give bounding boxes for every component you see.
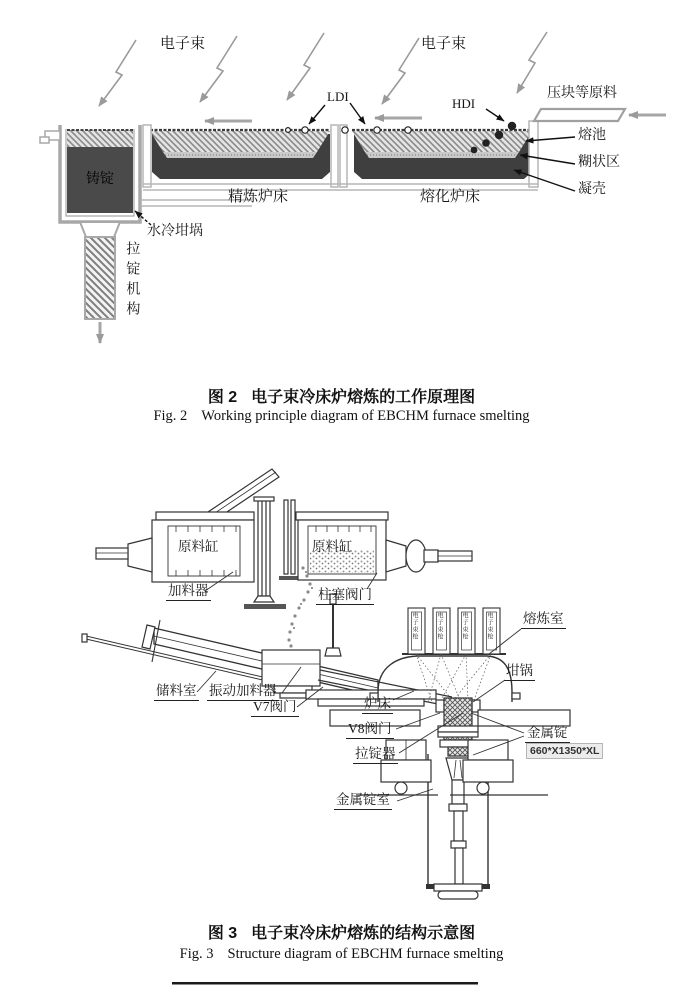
fig3-caption-zh <box>0 920 683 943</box>
fig2-label-electron-beam-left: 电子束 <box>160 36 206 52</box>
fig3-label-hearth: 炉床 <box>362 697 393 714</box>
fig2-label-hdi: HDI <box>452 96 476 111</box>
fig3-label-metal-ingot: 金属锭 <box>525 726 570 743</box>
fig2-label-cast-ingot: 铸锭 <box>86 172 114 187</box>
fig3-label-plunger-valve: 柱塞阀门 <box>316 588 374 605</box>
fig3-label-electron-gun-4: 电子束枪 <box>486 612 492 640</box>
fig3-label-metal-ingot-size: 660*X1350*XL <box>526 743 603 759</box>
fig3-label-v8-valve: V8阀门 <box>346 722 394 739</box>
fig2-caption-number-zh: 图 2 <box>207 389 238 406</box>
fig2-label-water-cooled-crucible: 水冷坩埚 <box>147 224 203 239</box>
fig3-caption-title-en: Structure diagram of EBCHM furnace smelting <box>227 946 504 962</box>
fig2-caption-title-zh: 电子束冷床炉熔炼的工作原理图 <box>251 389 476 406</box>
fig3-label-v7-valve: V7阀门 <box>251 700 299 717</box>
fig2-label-raw-material: 压块等原料 <box>547 86 617 101</box>
fig3-caption-number-zh: 图 3 <box>207 925 238 942</box>
fig3-label-electron-gun-2: 电子束枪 <box>436 612 442 640</box>
fig3-label-metal-ingot-chamber: 金属锭室 <box>334 793 392 810</box>
fig3-label-melting-chamber: 熔炼室 <box>521 612 566 629</box>
fig3-label-raw-material-cylinder-left: 原料缸 <box>178 539 219 554</box>
fig2-label-ldi: LDI <box>327 89 349 104</box>
fig2-label-melting-hearth: 熔化炉床 <box>420 189 481 205</box>
fig3-label-feeder: 加料器 <box>166 584 211 601</box>
fig3-caption-number-en: Fig. 3 <box>179 946 214 962</box>
fig2-refining-hearth <box>150 130 330 179</box>
fig2-melting-hearth <box>352 130 532 179</box>
page-bottom-rule <box>172 982 478 985</box>
fig3-label-electron-gun-3: 电子束枪 <box>461 612 467 640</box>
fig2-label-electron-beam-right: 电子束 <box>421 36 467 52</box>
fig2-label-refining-hearth: 精炼炉床 <box>228 189 289 205</box>
fig2-label-melt-pool: 熔池 <box>578 128 606 143</box>
fig2-label-skull: 凝壳 <box>578 182 606 197</box>
fig2-label-ingot-pulling-mechanism: 拉锭机构 <box>124 241 140 321</box>
fig3-label-crucible: 坩锅 <box>504 664 535 681</box>
fig3-label-ingot-puller: 拉锭器 <box>353 747 398 764</box>
fig2-caption-title-en: Working principle diagram of EBCHM furnace smelting <box>201 408 530 424</box>
fig3-label-raw-material-cylinder-right: 原料缸 <box>312 539 353 554</box>
fig3-label-electron-gun-1: 电子束枪 <box>411 612 417 640</box>
fig3-label-vibrating-feeder: 振动加料器 <box>207 684 279 701</box>
fig3-caption-en <box>0 946 683 963</box>
fig2-raw-material-slab <box>534 109 625 121</box>
fig2-caption-number-en: Fig. 2 <box>153 408 188 424</box>
fig3-label-storage-chamber: 储料室 <box>154 684 199 701</box>
fig3-caption-title-zh: 电子束冷床炉熔炼的结构示意图 <box>251 925 476 942</box>
fig2-caption-en <box>0 408 683 425</box>
fig2-label-mushy-zone: 糊状区 <box>578 155 620 170</box>
fig2-caption-zh <box>0 384 683 407</box>
